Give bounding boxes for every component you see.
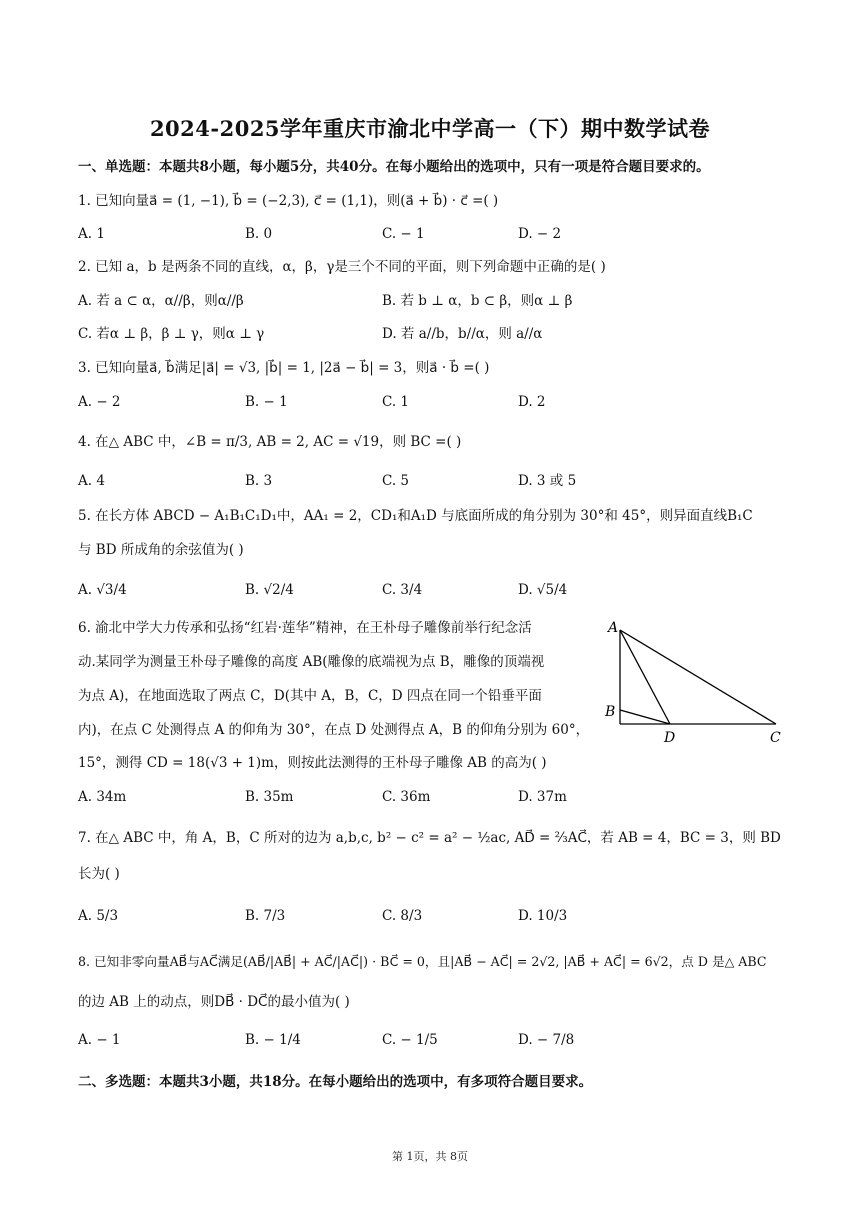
question-5-option-c[interactable]: C. 3/4 [382,582,423,598]
question-7-option-c[interactable]: C. 8/3 [382,908,423,924]
question-7-option-b[interactable]: B. 7/3 [245,908,286,924]
question-3-option-a[interactable]: A. − 2 [78,394,121,410]
question-2-option-d[interactable]: D. 若 a//b，b//α，则 a//α [382,326,543,342]
question-5-option-d[interactable]: D. √5/4 [518,582,568,598]
question-6-stem-line-1: 6. 渝北中学大力传承和弘扬“红岩·莲华”精神，在王朴母子雕像前举行纪念活 [78,620,532,636]
label-a: A [608,620,619,636]
question-7-option-a[interactable]: A. 5/3 [78,908,119,924]
question-4-option-c[interactable]: C. 5 [382,473,410,489]
question-7-stem-line-1: 7. 在△ ABC 中，角 A，B，C 所对的边为 a,b,c, b² − c² = a² − ½ac, AD⃗ = ⅔AC⃗，若 AB = 4，BC = 3，则 BD [78,830,781,846]
question-2-stem: 2. 已知 a，b 是两条不同的直线，α，β，γ是三个不同的平面，则下列命题中正确的是( ) [78,259,606,275]
segment-ac [620,630,776,724]
question-4-option-d[interactable]: D. 3 或 5 [518,473,577,489]
question-6-option-a[interactable]: A. 34m [78,789,127,805]
page-footer: 第 1页，共 8页 [392,1150,468,1163]
question-3-stem: 3. 已知向量a⃗, b⃗满足|a⃗| = √3, |b⃗| = 1, |2a⃗ − b⃗| = 3，则a⃗ · b⃗ =( ) [78,360,490,376]
question-1-option-a[interactable]: A. 1 [78,226,105,242]
question-8-stem-line-1: 8. 已知非零向量AB⃗与AC⃗满足(AB⃗/|AB⃗| + AC⃗/|AC⃗|) · BC⃗ = 0，且|AB⃗ − AC⃗| = 2√2, |AB⃗ + AC⃗| = 6√2，点 D 是△ ABC [78,954,767,969]
triangle-figure [602,618,792,748]
question-7-option-d[interactable]: D. 10/3 [518,908,568,924]
page-title: 2024-2025学年重庆市渝北中学高一（下）期中数学试卷 [149,116,711,141]
question-3-option-b[interactable]: B. − 1 [245,394,288,410]
question-4-option-b[interactable]: B. 3 [245,473,273,489]
label-d: D [664,730,676,746]
question-5-option-b[interactable]: B. √2/4 [245,582,294,598]
segment-bd [620,710,670,724]
section-heading-single-choice: 一、单选题：本题共8小题，每小题5分，共40分。在每小题给出的选项中，只有一项是符合题目要求的。 [78,159,710,175]
segment-ad [620,630,670,724]
question-7-stem-line-2: 长为( ) [78,866,120,882]
question-2-option-a[interactable]: A. 若 a ⊂ α，α//β，则α//β [78,293,244,309]
question-5-stem-line-1: 5. 在长方体 ABCD − A₁B₁C₁D₁中，AA₁ = 2，CD₁和A₁D 与底面所成的角分别为 30°和 45°，则异面直线B₁C [78,508,753,524]
question-6-stem-line-4: 内)，在点 C 处测得点 A 的仰角为 30°，在点 D 处测得点 A，B 的仰角分别为 60°， [78,722,590,738]
question-1-option-c[interactable]: C. − 1 [382,226,425,242]
question-8-option-c[interactable]: C. − 1/5 [382,1032,438,1048]
question-1-stem: 1. 已知向量a⃗ = (1, −1), b⃗ = (−2,3), c⃗ = (1,1)，则(a⃗ + b⃗) · c⃗ =( ) [78,193,499,209]
question-4-option-a[interactable]: A. 4 [78,473,105,489]
question-4-stem: 4. 在△ ABC 中，∠B = π/3, AB = 2, AC = √19，则 BC =( ) [78,434,462,450]
question-3-option-d[interactable]: D. 2 [518,394,546,410]
question-5-option-a[interactable]: A. √3/4 [78,582,127,598]
question-1-option-b[interactable]: B. 0 [245,226,273,242]
question-8-option-d[interactable]: D. − 7/8 [518,1032,575,1048]
question-6-stem-line-3: 为点 A)，在地面选取了两点 C，D(其中 A，B，C，D 四点在同一个铅垂平面 [78,688,542,704]
question-2-option-c[interactable]: C. 若α ⊥ β，β ⊥ γ，则α ⊥ γ [78,326,265,342]
question-1-option-d[interactable]: D. − 2 [518,226,562,242]
section-heading-multiple-choice: 二、多选题：本题共3小题，共18分。在每小题给出的选项中，有多项符合题目要求。 [78,1074,593,1090]
question-8-option-a[interactable]: A. − 1 [78,1032,121,1048]
question-2-option-b[interactable]: B. 若 b ⊥ α，b ⊂ β，则α ⊥ β [382,293,573,309]
question-6-option-d[interactable]: D. 37m [518,789,567,805]
question-3-option-c[interactable]: C. 1 [382,394,410,410]
question-5-stem-line-2: 与 BD 所成角的余弦值为( ) [78,542,244,558]
label-b: B [605,704,616,720]
question-6-option-b[interactable]: B. 35m [245,789,294,805]
label-c: C [770,730,781,746]
question-6-option-c[interactable]: C. 36m [382,789,431,805]
question-8-stem-line-2: 的边 AB 上的动点，则DB⃗ · DC⃗的最小值为( ) [78,994,350,1010]
question-8-option-b[interactable]: B. − 1/4 [245,1032,301,1048]
question-6-stem-line-5: 15°，测得 CD = 18(√3 + 1)m，则按此法测得的王朴母子雕像 AB 的高为( ) [78,755,547,771]
question-6-stem-line-2: 动.某同学为测量王朴母子雕像的高度 AB(雕像的底端视为点 B，雕像的顶端视 [78,654,545,670]
